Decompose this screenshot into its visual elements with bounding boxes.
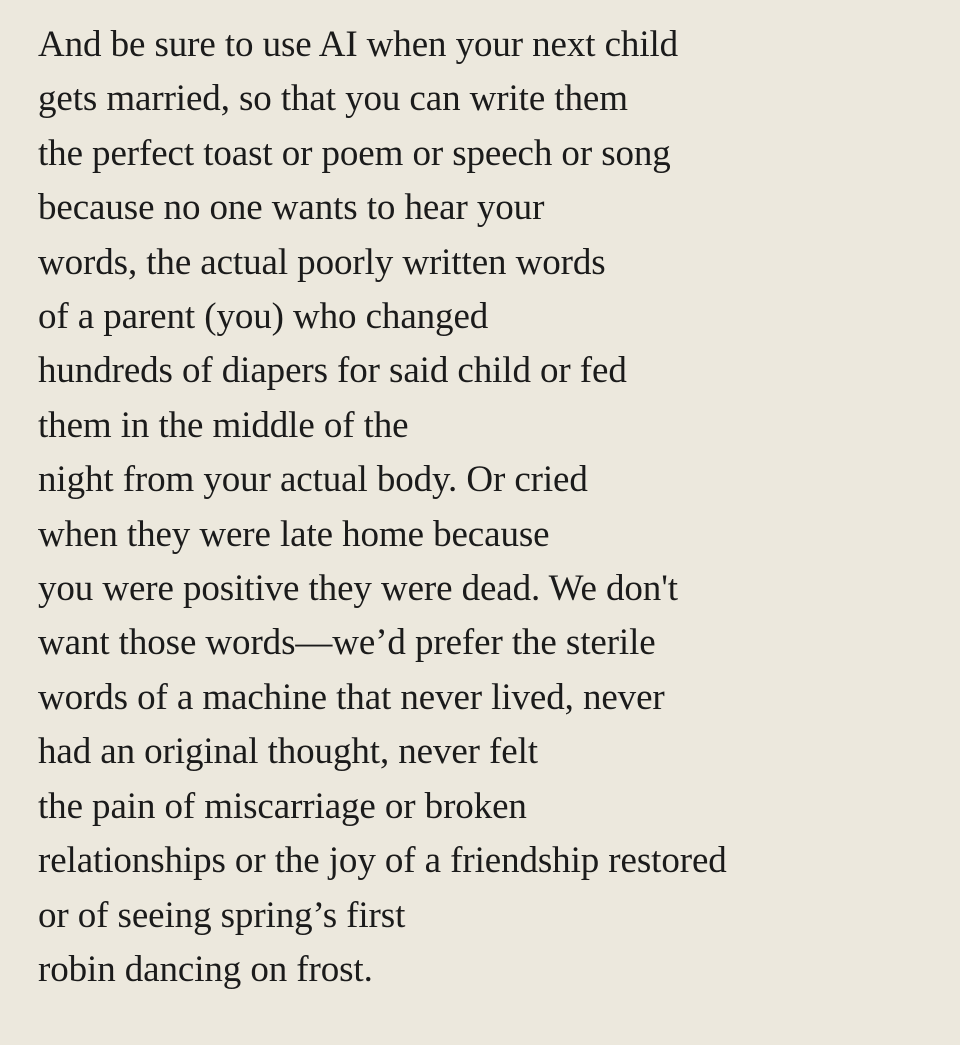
poem-line: when they were late home because xyxy=(38,513,550,555)
poem-line: want those words—we’d prefer the sterile xyxy=(38,622,656,664)
poem-line: gets married, so that you can write them xyxy=(38,78,628,120)
poem-line: because no one wants to hear your xyxy=(38,187,545,229)
poem-line: of a parent (you) who changed xyxy=(38,296,489,338)
poem-line: you were positive they were dead. We don't xyxy=(38,568,678,610)
poem-line: night from your actual body. Or cried xyxy=(38,459,588,501)
poem-line: or of seeing spring’s first xyxy=(38,894,406,936)
poem-line: them in the middle of the xyxy=(38,404,409,446)
poem-line: words of a machine that never lived, never xyxy=(38,676,665,718)
poem-line: relationships or the joy of a friendship restored xyxy=(38,840,727,882)
poem-line: had an original thought, never felt xyxy=(38,731,538,773)
poem-line: words, the actual poorly written words xyxy=(38,241,606,283)
poem-line: the perfect toast or poem or speech or song xyxy=(38,132,671,174)
poem-text xyxy=(38,18,727,997)
poem-line: And be sure to use AI when your next child xyxy=(38,24,679,65)
poem-line: hundreds of diapers for said child or fed xyxy=(38,350,627,392)
poem-line: robin dancing on frost. xyxy=(38,948,373,990)
poem-line: the pain of miscarriage or broken xyxy=(38,785,527,827)
